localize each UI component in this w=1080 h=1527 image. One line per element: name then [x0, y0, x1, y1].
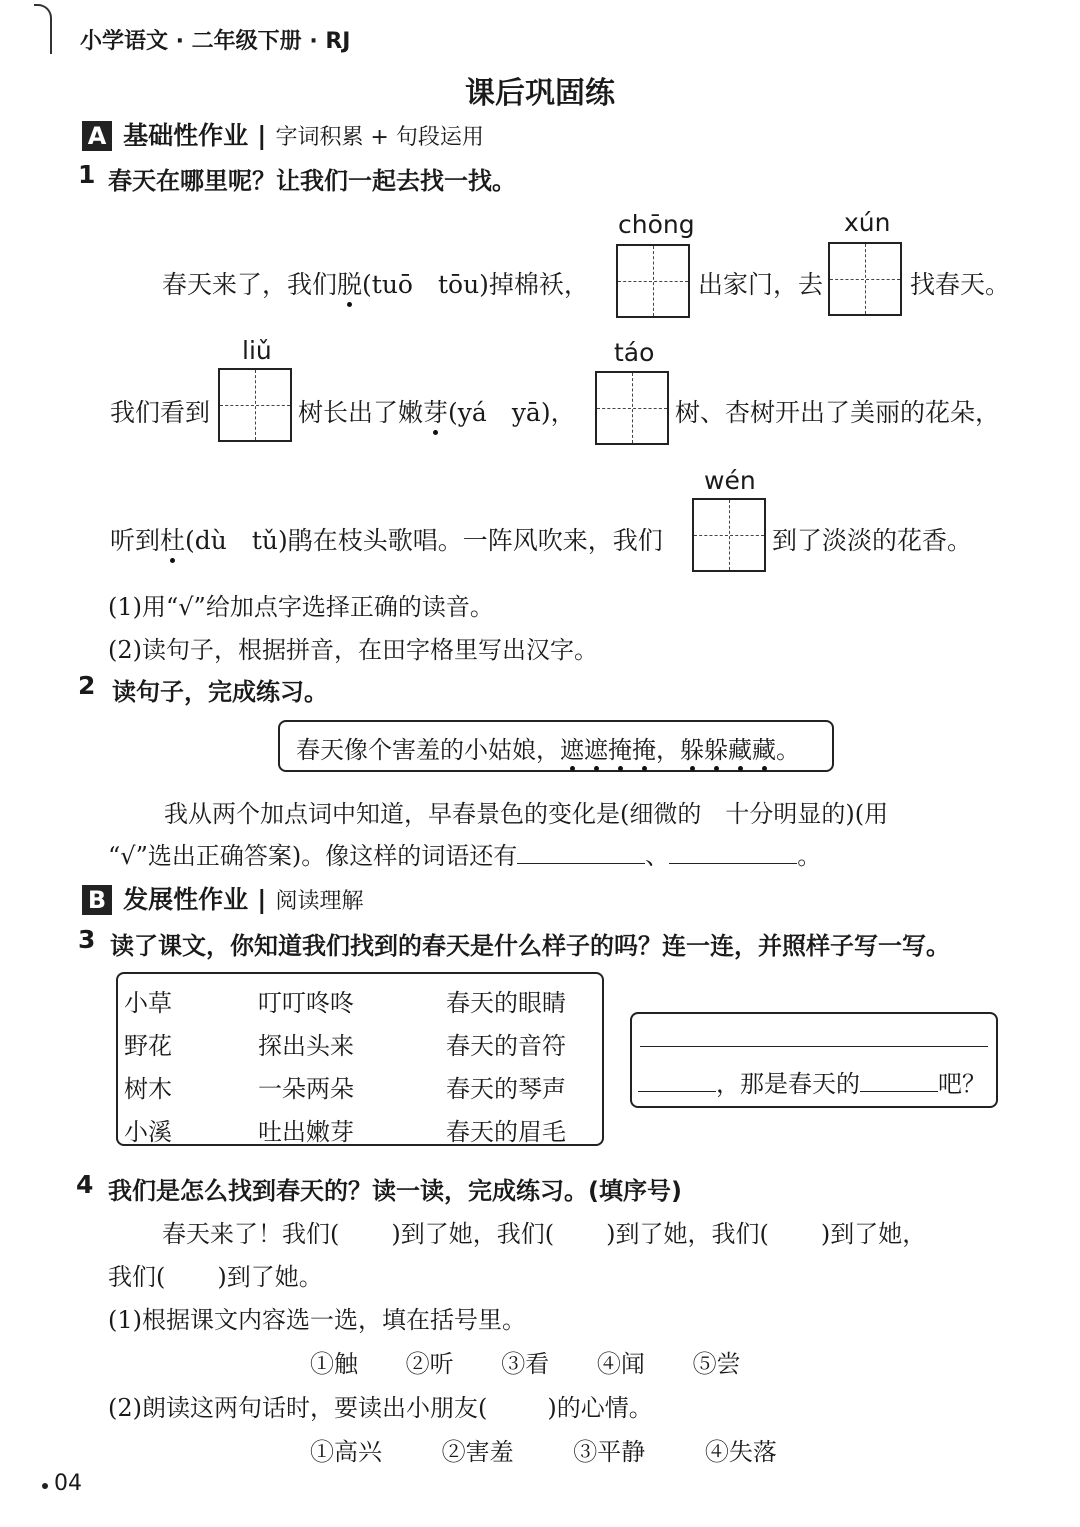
q4-prompt: 我们是怎么找到春天的？读一读，完成练习。(填序号): [108, 1177, 682, 1205]
section-b-name: 发展性作业: [123, 885, 249, 914]
section-b-heading: [82, 880, 363, 916]
q2-question-line2: “√”选出正确答案)。像这样的词语还有 、 。: [108, 842, 822, 870]
dotted-char: 藏: [728, 730, 752, 765]
q2-number: 2: [78, 671, 96, 700]
list-item[interactable]: 春天的音符: [446, 1032, 566, 1060]
pinyin-wen: wén: [704, 466, 756, 495]
dotted-char: 藏: [752, 730, 776, 765]
q3-col-subjects: [124, 982, 172, 1154]
pinyin-liu: liǔ: [242, 336, 272, 365]
tianzige-box[interactable]: [692, 498, 766, 572]
page-number: 04: [54, 1471, 82, 1496]
q4-options2: [310, 1432, 777, 1467]
section-a-badge: A: [82, 121, 112, 151]
option-item[interactable]: ②害羞: [441, 1438, 514, 1466]
dotted-word: [560, 736, 656, 764]
tianzige-box[interactable]: [595, 371, 669, 445]
section-b-badge: B: [82, 885, 112, 915]
q1-line1-text: 春天来了，我们脱(tuō tōu)掉棉袄，: [162, 265, 589, 301]
dotted-char: 杜: [160, 521, 185, 557]
dotted-char: 躲: [680, 730, 704, 765]
section-divider: |: [257, 121, 267, 150]
q3-write-line: ，那是春天的 吧？: [638, 1064, 986, 1099]
dotted-char: 掩: [632, 730, 656, 765]
page-title: 课后巩固练: [465, 76, 615, 111]
section-a-sub: 字词积累 + 句段运用: [275, 125, 484, 150]
list-item[interactable]: 吐出嫩芽: [258, 1118, 354, 1146]
option-item[interactable]: ③平静: [573, 1438, 646, 1466]
q4-number: 4: [76, 1170, 94, 1199]
tianzige-box[interactable]: [616, 244, 690, 318]
book-header: 小学语文 · 二年级下册 · RJ: [80, 29, 351, 54]
q4-sub2: (2)朗读这两句话时，要读出小朋友( )的心情。: [108, 1394, 653, 1422]
q4-line2: 我们( )到了她。: [108, 1263, 323, 1291]
dotted-char: 芽: [423, 393, 448, 429]
answer-blank[interactable]: [669, 862, 797, 864]
option-item[interactable]: ①触: [310, 1350, 358, 1378]
dotted-char: 遮: [560, 730, 584, 765]
list-item[interactable]: 叮叮咚咚: [258, 989, 354, 1017]
page-bullet: [42, 1483, 48, 1489]
list-item[interactable]: 一朵两朵: [258, 1075, 354, 1103]
list-item[interactable]: 小草: [124, 989, 172, 1017]
q1-sub1: (1)用“√”给加点字选择正确的读音。: [108, 593, 494, 621]
q3-col-actions: [258, 982, 354, 1154]
q2-prompt: 读句子，完成练习。: [112, 678, 328, 706]
q1-prompt: 春天在哪里呢？让我们一起去找一找。: [108, 167, 516, 195]
list-item[interactable]: 探出头来: [258, 1032, 354, 1060]
q1-line1-end: 找春天。: [910, 270, 1011, 299]
list-item[interactable]: 春天的眼睛: [446, 989, 566, 1017]
option-item[interactable]: ④闻: [596, 1350, 645, 1378]
q2-sentence: 春天像个害羞的小姑娘，遮遮掩掩，躲躲藏藏。: [296, 730, 800, 765]
q1-line2-mid: 树长出了嫩芽(yá yā)，: [298, 393, 576, 429]
option-item[interactable]: ⑤尝: [692, 1350, 741, 1378]
option-item[interactable]: ③看: [501, 1350, 550, 1378]
q1-line2-end: 树、杏树开出了美丽的花朵，: [675, 398, 1001, 427]
tianzige-box[interactable]: [828, 242, 902, 316]
q3-prompt: 读了课文，你知道我们找到的春天是什么样子的吗？连一连，并照样子写一写。: [110, 932, 950, 960]
list-item[interactable]: 春天的眉毛: [446, 1118, 566, 1146]
list-item[interactable]: 春天的琴声: [446, 1075, 566, 1103]
q1-line1-mid: 出家门，去: [698, 270, 824, 299]
q3-col-metaphors: [446, 982, 566, 1154]
section-b-sub: 阅读理解: [275, 889, 364, 914]
answer-line[interactable]: [640, 1046, 988, 1047]
section-divider: |: [257, 885, 267, 914]
pinyin-xun: xún: [844, 208, 891, 237]
dotted-char: 脱: [337, 265, 362, 301]
q4-sub1: (1)根据课文内容选一选，填在括号里。: [108, 1306, 526, 1334]
dotted-word: [680, 736, 776, 764]
q2-question-line1: 我从两个加点词中知道，早春景色的变化是(细微的 十分明显的)(用: [164, 800, 889, 828]
q1-number: 1: [78, 160, 96, 189]
page-corner-mark: [34, 4, 52, 54]
answer-blank[interactable]: [860, 1090, 938, 1092]
q1-line3-end: 到了淡淡的花香。: [772, 526, 973, 555]
tianzige-box[interactable]: [218, 368, 292, 442]
section-a-name: 基础性作业: [123, 121, 249, 150]
q4-line1: 春天来了！我们( )到了她，我们( )到了她，我们( )到了她，: [162, 1220, 927, 1248]
q4-options1: [310, 1344, 741, 1379]
q1-line3-start: 听到杜(dù tǔ)鹃在枝头歌唱。一阵风吹来，我们: [110, 521, 663, 557]
pinyin-tao: táo: [614, 338, 655, 367]
dotted-char: 躲: [704, 730, 728, 765]
option-item[interactable]: ②听: [405, 1350, 454, 1378]
answer-blank[interactable]: [517, 862, 645, 864]
dotted-char: 遮: [584, 730, 608, 765]
q3-number: 3: [78, 925, 96, 954]
list-item[interactable]: 小溪: [124, 1118, 172, 1146]
list-item[interactable]: 野花: [124, 1032, 172, 1060]
option-item[interactable]: ④失落: [704, 1438, 777, 1466]
dotted-char: 掩: [608, 730, 632, 765]
section-a-heading: [82, 116, 484, 152]
list-item[interactable]: 树木: [124, 1075, 172, 1103]
answer-blank[interactable]: [638, 1090, 716, 1092]
pinyin-chong: chōng: [618, 210, 695, 239]
option-item[interactable]: ①高兴: [310, 1438, 382, 1466]
q1-line2-start: 我们看到: [110, 398, 211, 427]
q1-sub2: (2)读句子，根据拼音，在田字格里写出汉字。: [108, 636, 598, 664]
